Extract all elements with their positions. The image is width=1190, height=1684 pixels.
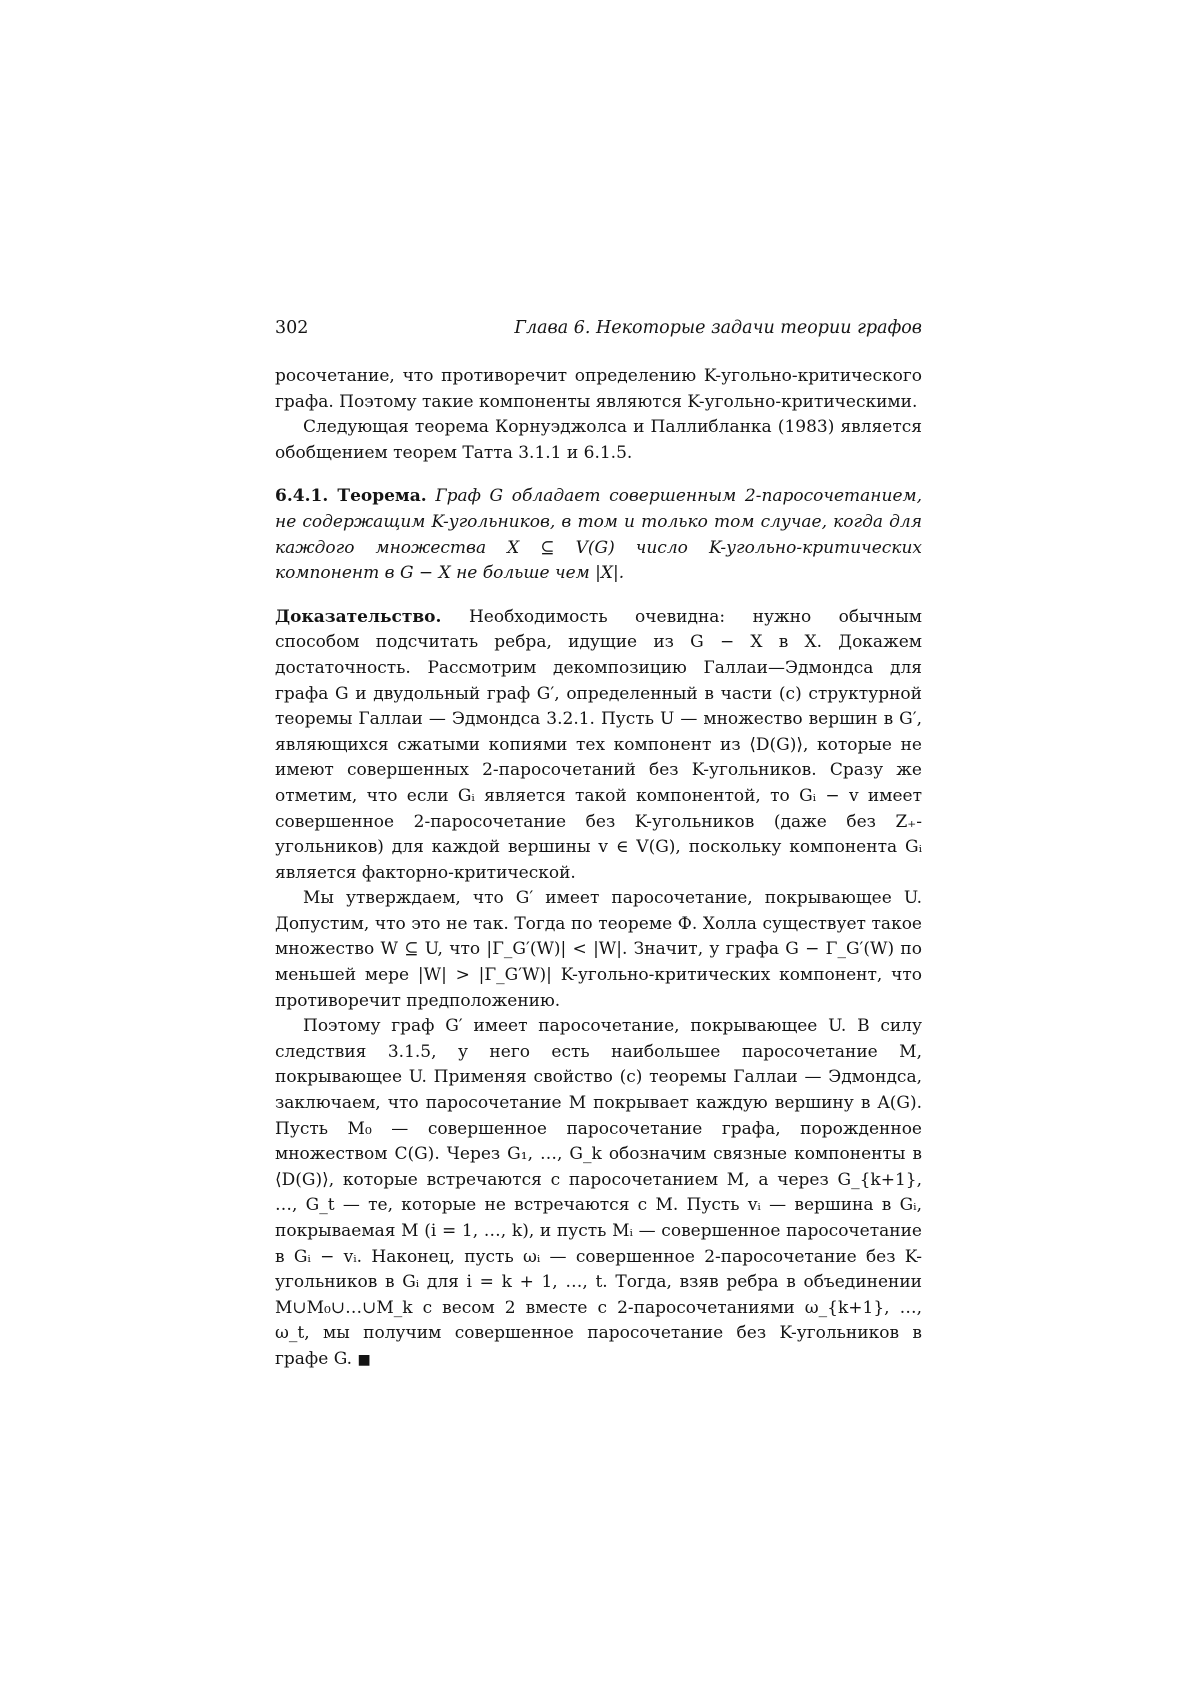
qed-icon: ■ bbox=[357, 1351, 371, 1368]
proof-text-1: Необходимость очевидна: нужно обычным способом подсчитать ребра, идущие из G − X в X. Докажем достаточность. Рассмотрим декомпозицию Галлаи—Эдмондса для графа G и двудольный граф G′, определенный в части (с) структурной теоремы Галлаи — Эдмондса 3.2.1. Пусть U — множество вершин в G′, являющихся сжатыми копиями тех компонент из ⟨D(G)⟩, которые не имеют совершенных 2-паросочетаний без K-угольников. Сразу же отметим, что если Gᵢ является такой компонентой, то Gᵢ − v имеет совершенное 2-паросочетание без K-угольников (даже без Z₊-угольников) для каждой вершины v ∈ V(G), поскольку компонента Gᵢ является факторно-критической. bbox=[275, 606, 922, 883]
proof-paragraph-2: Мы утверждаем, что G′ имеет паросочетание, покрывающее U. Допустим, что это не так. Тогда по теореме Ф. Холла существует такое множество W ⊆ U, что |Γ_G′(W)| < |W|. Значит, у графа G − Γ_G′(W) по меньшей мере |W| > |Γ_G′W)| K-угольно-критических компонент, что противоречит предположению. bbox=[275, 888, 922, 1011]
paragraph-intro: Следующая теорема Корнуэджолса и Паллибланка (1983) является обобщением теорем Татта 3.1.1 и 6.1.5. bbox=[275, 417, 922, 463]
paragraph-continuation: росочетание, что противоречит определению K-угольно-критического графа. Поэтому такие компоненты являются K-угольно-критическими. bbox=[275, 366, 922, 412]
running-header bbox=[275, 318, 922, 338]
proof-label: Доказательство. bbox=[275, 606, 442, 627]
theorem-statement: Граф G обладает совершенным 2-паросочетанием, не содержащим K-угольников, в том и только том случае, когда для каждого множества X ⊆ V(G) число K-угольно-критических компонент в G − X не больше чем |X|. bbox=[275, 486, 922, 584]
book-page bbox=[275, 318, 922, 1374]
proof-text-3: Поэтому граф G′ имеет паросочетание, покрывающее U. В силу следствия 3.1.5, у него есть наибольшее паросочетание M, покрывающее U. Применяя свойство (с) теоремы Галлаи — Эдмондса, заключаем, что паросочетание M покрывает каждую вершину в A(G). Пусть M₀ — совершенное паросочетание графа, порожденное множеством C(G). Через G₁, …, G_k обозначим связные компоненты в ⟨D(G)⟩, которые встречаются с паросочетанием M, а через G_{k+1}, …, G_t — те, которые не встречаются с M. Пусть vᵢ — вершина в Gᵢ, покрываемая M (i = 1, …, k), и пусть Mᵢ — совершенное паросочетание в Gᵢ − vᵢ. Наконец, пусть ωᵢ — совершенное 2-паросочетание без K-угольников в Gᵢ для i = k + 1, …, t. Тогда, взяв ребра в объединении M∪M₀∪…∪M_k с весом 2 вместе с 2-паросочетаниями ω_{k+1}, …, ω_t, мы получим совершенное паросочетание без K-угольников в графе G. bbox=[275, 1016, 922, 1369]
page-number: 302 bbox=[275, 318, 309, 338]
proof-paragraph-3 bbox=[275, 1014, 922, 1373]
theorem bbox=[275, 484, 922, 586]
proof-paragraph-1 bbox=[275, 605, 922, 887]
theorem-label: 6.4.1. Теорема. bbox=[275, 486, 427, 507]
chapter-title: Глава 6. Некоторые задачи теории графов bbox=[514, 318, 922, 338]
